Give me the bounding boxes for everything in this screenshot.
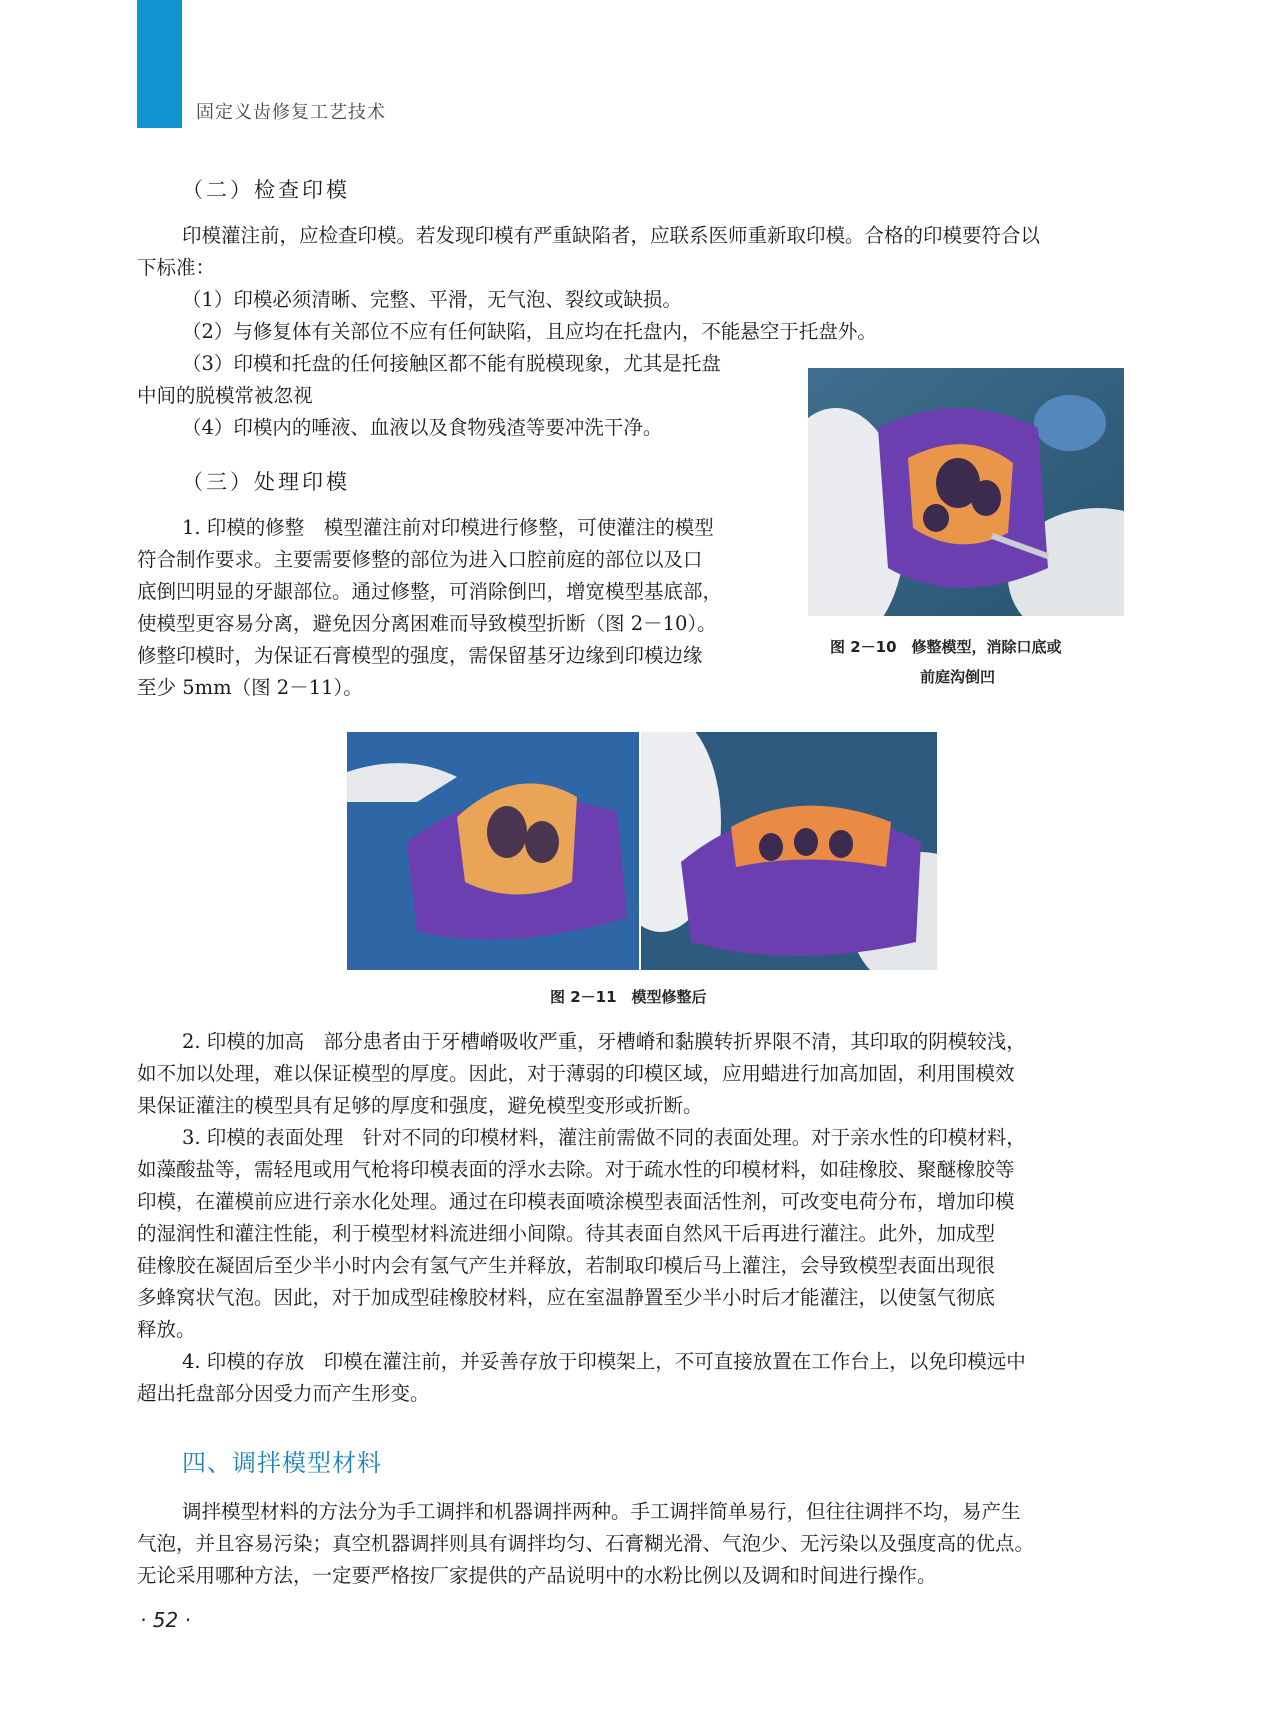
line: 1. 印模的修整 模型灌注前对印模进行修整，可使灌注的模型 bbox=[182, 516, 714, 539]
line: 底倒凹明显的牙龈部位。通过修整，可消除倒凹，增宽模型基底部， bbox=[137, 580, 723, 603]
line: 3. 印模的表面处理 针对不同的印模材料，灌注前需做不同的表面处理。对于亲水性的印模材料， bbox=[182, 1126, 1026, 1149]
paragraph-storage bbox=[137, 1346, 1147, 1410]
line: 释放。 bbox=[137, 1318, 196, 1341]
figure-2-10-caption-line2: 前庭沟倒凹 bbox=[920, 668, 996, 686]
list-item-1 bbox=[182, 284, 682, 316]
line: 多蜂窝状气泡。因此，对于加成型硅橡胶材料，应在室温静置至少半小时后才能灌注，以使氢气彻底 bbox=[137, 1286, 996, 1309]
line: （4）印模内的唾液、血液以及食物残渣等要冲洗干净。 bbox=[182, 416, 663, 439]
line: 无论采用哪种方法，一定要严格按厂家提供的产品说明中的水粉比例以及调和时间进行操作。 bbox=[137, 1564, 937, 1587]
line: 硅橡胶在凝固后至少半小时内会有氢气产生并释放，若制取印模后马上灌注，会导致模型表面出现很 bbox=[137, 1254, 996, 1277]
figure-2-11-caption: 图 2－11 模型修整后 bbox=[550, 988, 707, 1006]
running-header: 固定义齿修复工艺技术 bbox=[196, 102, 386, 123]
figure-2-11-photo-left bbox=[347, 732, 639, 970]
line: 气泡，并且容易污染；真空机器调拌则具有调拌均匀、石膏糊光滑、气泡少、无污染以及强度高的优点。 bbox=[137, 1532, 1035, 1555]
chapter-tab bbox=[137, 0, 182, 128]
line: 下标准： bbox=[137, 256, 216, 279]
line: 的湿润性和灌注性能，利于模型材料流进细小间隙。待其表面自然风干后再进行灌注。此外，加成型 bbox=[137, 1222, 996, 1245]
list-item-4 bbox=[182, 412, 662, 444]
line: （1）印模必须清晰、完整、平滑，无气泡、裂纹或缺损。 bbox=[182, 288, 682, 311]
page-number: · 52 · bbox=[140, 1608, 191, 1632]
line: （3）印模和托盘的任何接触区都不能有脱模现象，尤其是托盘 bbox=[182, 352, 721, 375]
paragraph-mixing bbox=[137, 1496, 1147, 1592]
line: 果保证灌注的模型具有足够的厚度和强度，避免模型变形或折断。 bbox=[137, 1094, 703, 1117]
section-heading-check-impression: （二）检查印模 bbox=[182, 178, 350, 202]
paragraph-heightening bbox=[137, 1026, 1147, 1122]
trimmed-impression-right-illustration bbox=[641, 732, 937, 970]
line: 2. 印模的加高 部分患者由于牙槽嵴吸收严重，牙槽嵴和黏膜转折界限不清，其印取的阴模较浅， bbox=[182, 1030, 1026, 1053]
figure-2-11-photo-right bbox=[641, 732, 937, 970]
figure-2-10-caption-line1: 图 2－10 修整模型，消除口底或 bbox=[830, 638, 1062, 656]
list-item-3 bbox=[137, 348, 797, 412]
line: 超出托盘部分因受力而产生形变。 bbox=[137, 1382, 430, 1405]
paragraph-trimming bbox=[137, 512, 797, 704]
paragraph-surface-treatment bbox=[137, 1122, 1147, 1346]
list-item-2 bbox=[182, 316, 877, 348]
line: （2）与修复体有关部位不应有任何缺陷，且应均在托盘内，不能悬空于托盘外。 bbox=[182, 320, 877, 343]
line: 如不加以处理，难以保证模型的厚度。因此，对于薄弱的印模区域，应用蜡进行加高加固，利用围模效 bbox=[137, 1062, 1015, 1085]
line: 中间的脱模常被忽视 bbox=[137, 384, 313, 407]
line: 4. 印模的存放 印模在灌注前，并妥善存放于印模架上，不可直接放置在工作台上，以免印模远中 bbox=[182, 1350, 1026, 1373]
line: 至少 5mm（图 2－11）。 bbox=[137, 676, 363, 699]
section-heading-mixing-material: 四、调拌模型材料 bbox=[182, 1449, 382, 1477]
line: 如藻酸盐等，需轻甩或用气枪将印模表面的浮水去除。对于疏水性的印模材料，如硅橡胶、聚醚橡胶等 bbox=[137, 1158, 1015, 1181]
line: 符合制作要求。主要需要修整的部位为进入口腔前庭的部位以及口 bbox=[137, 548, 703, 571]
line: 使模型更容易分离，避免因分离困难而导致模型折断（图 2－10）。 bbox=[137, 612, 717, 635]
line: 调拌模型材料的方法分为手工调拌和机器调拌两种。手工调拌简单易行，但往往调拌不均，易产生 bbox=[182, 1500, 1021, 1523]
impression-trimming-illustration bbox=[808, 368, 1124, 616]
section-heading-process-impression: （三）处理印模 bbox=[182, 470, 350, 494]
line: 印模灌注前，应检查印模。若发现印模有严重缺陷者，应联系医师重新取印模。合格的印模要符合以 bbox=[182, 224, 1041, 247]
figure-2-10-photo bbox=[808, 368, 1124, 616]
trimmed-impression-left-illustration bbox=[347, 732, 639, 970]
line: 修整印模时，为保证石膏模型的强度，需保留基牙边缘到印模边缘 bbox=[137, 644, 703, 667]
paragraph-intro bbox=[137, 220, 1147, 284]
line: 印模，在灌模前应进行亲水化处理。通过在印模表面喷涂模型表面活性剂，可改变电荷分布，增加印模 bbox=[137, 1190, 1015, 1213]
